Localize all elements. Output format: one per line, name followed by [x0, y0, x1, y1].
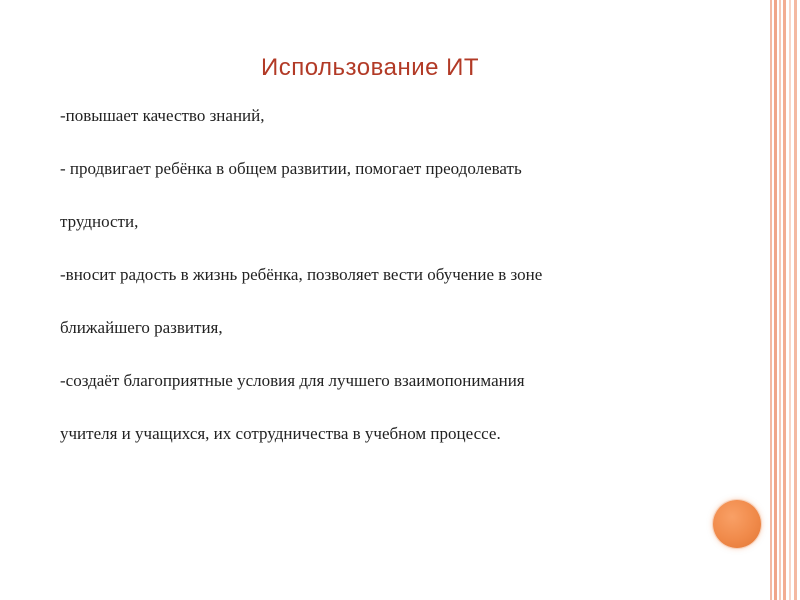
body-line: - продвигает ребёнка в общем развитии, помогает преодолевать: [60, 159, 522, 178]
stripe: [789, 0, 791, 600]
body-line: учителя и учащихся, их сотрудничества в учебном процессе.: [60, 424, 501, 443]
stripe: [779, 0, 781, 600]
decorative-circle: [713, 500, 761, 548]
stripe: [794, 0, 797, 600]
slide-title: Использование ИТ: [260, 54, 480, 81]
body-line: трудности,: [60, 212, 139, 231]
stripe: [770, 0, 772, 600]
body-line: -вносит радость в жизнь ребёнка, позволяет вести обучение в зоне: [60, 265, 543, 284]
body-line: ближайшего развития,: [60, 318, 223, 337]
stripe: [774, 0, 777, 600]
body-line: -повышает качество знаний,: [60, 106, 265, 125]
body-line: -создаёт благоприятные условия для лучшего взаимопонимания: [60, 371, 525, 390]
stripe: [783, 0, 786, 600]
decorative-side-stripes: [770, 0, 800, 600]
slide-body: [60, 96, 720, 467]
